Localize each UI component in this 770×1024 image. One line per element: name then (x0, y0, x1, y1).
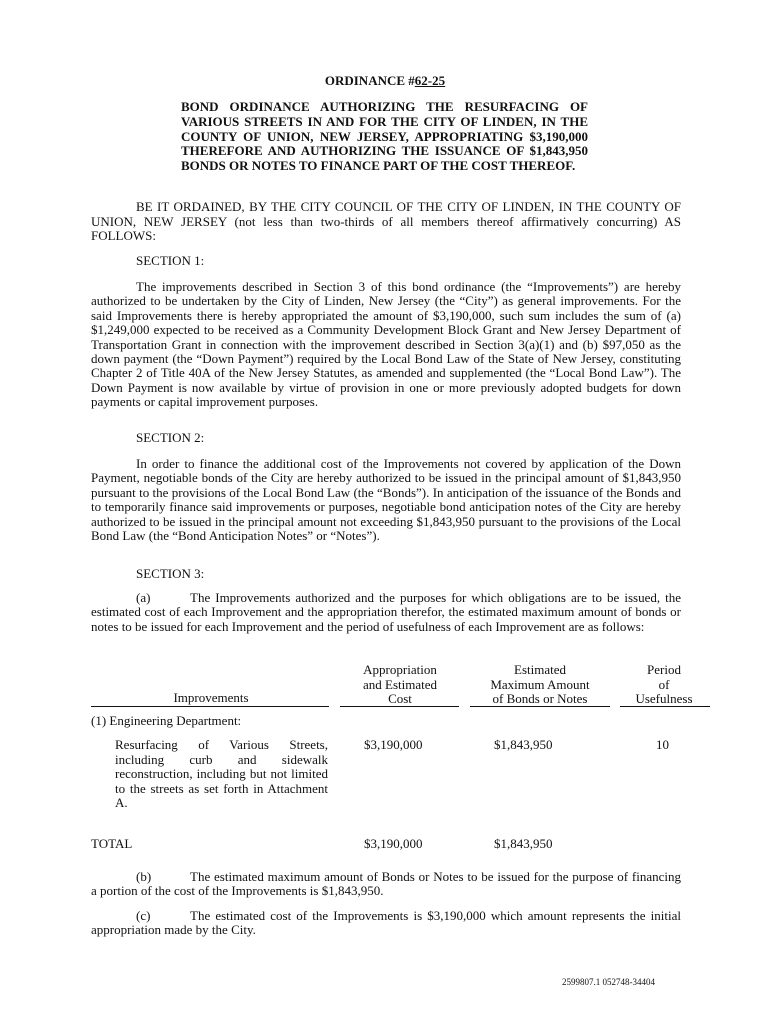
total-maximum: $1,843,950 (494, 836, 553, 851)
header-appropriation (340, 663, 460, 707)
header-improvements: Improvements (173, 690, 249, 705)
header-rule-improvements (91, 706, 329, 707)
preamble-text: BE IT ORDAINED, BY THE CITY COUNCIL OF THE CITY OF LINDEN, IN THE COUNTY OF UNION, NEW JERSEY (not less than two-thirds of all members thereof affirmatively concurring) AS FOLLOWS: (91, 199, 681, 244)
section1-text: The improvements described in Section 3 of this bond ordinance (the “Improvements”) are hereby authorized to be undertaken by the City of Linden, New Jersey (the “City”) as general improvements. For the said Improvements there is hereby appropriated the amount of $3,190,000, such sum includes the sum of (a) $1,249,000 expected to be received as a Community Development Block Grant and New Jersey Department of Transportation Grant in connection with the improvement described in Section 3(a)(1) and (b) $97,050 as the down payment (the “Down Payment”) required by the Local Bond Law of the State of New Jersey, constituting Chapter 2 of Title 40A of the New Jersey Statutes, as amended and supplemented (the “Local Bond Law”). The Down Payment is now available by virtue of provision in one or more previously adopted budgets for down payments or capital improvement purposes. (91, 279, 681, 410)
ordinance-heading: BOND ORDINANCE AUTHORIZING THE RESURFACING OF VARIOUS STREETS IN AND FOR THE CITY OF LINDEN, IN THE COUNTY OF UNION, NEW JERSEY, APPROPRIATING $3,190,000 THEREFORE AND AUTHORIZING THE ISSUANCE OF $1,843,950 BONDS OR NOTES TO FINANCE PART OF THE COST THEREOF. (181, 99, 588, 174)
header-rule-period (620, 706, 710, 707)
header-appropriation-line1: Appropriation (363, 662, 437, 677)
header-maximum-line3: of Bonds or Notes (492, 691, 588, 707)
section3a-marker: (a) (136, 590, 151, 605)
header-maximum-line2: Maximum Amount (490, 676, 590, 692)
total-label: TOTAL (91, 836, 133, 851)
section2-body (91, 457, 681, 543)
header-period-line2: of (658, 676, 670, 692)
improvement-maximum: $1,843,950 (494, 737, 553, 752)
improvement-appropriation: $3,190,000 (364, 737, 423, 752)
section3-label: SECTION 3: (136, 566, 205, 581)
improvement-period: 10 (656, 737, 669, 752)
document-footer-id: 2599807.1 052748-34404 (562, 977, 655, 987)
header-period (617, 663, 711, 707)
section1-body (91, 280, 681, 410)
section1-label: SECTION 1: (136, 253, 205, 268)
section2-text: In order to finance the additional cost of the Improvements not covered by application of the Down Payment, negotiable bonds of the City are hereby authorized to be issued in the principal amount of $1,843,950 pursuant to the provisions of the Local Bond Law (the “Bonds”). In anticipation of the issuance of the Bonds and to temporarily finance said improvements or purposes, negotiable bond anticipation notes of the City are hereby authorized to be issued in the principal amount not exceeding $1,843,950 pursuant to the provisions of the Local Bond Law (the “Bond Anticipation Notes” or “Notes”). (91, 456, 681, 544)
header-appropriation-line3: Cost (388, 691, 412, 707)
section3b-marker: (b) (136, 869, 152, 884)
title-prefix: ORDINANCE # (324, 73, 415, 88)
section3c-marker: (c) (136, 908, 151, 923)
header-period-line3: Usefulness (635, 691, 693, 707)
section2-label: SECTION 2: (136, 430, 205, 445)
section3c-body (91, 909, 681, 938)
improvement-description: Resurfacing of Various Streets, including curb and sidewalk reconstruction, including but not limited to the streets as set forth in Attachment A. (115, 737, 328, 810)
preamble (91, 200, 681, 244)
header-maximum-line1: Estimated (514, 662, 566, 677)
header-appropriation-line2: and Estimated (362, 676, 437, 692)
total-appropriation: $3,190,000 (364, 836, 423, 851)
section3c-text: The estimated cost of the Improvements is $3,190,000 which amount represents the initial appropriation made by the City. (91, 908, 681, 938)
department-label: (1) Engineering Department: (91, 713, 242, 728)
section3b-text: The estimated maximum amount of Bonds or Notes to be issued for the purpose of financing a portion of the cost of the Improvements is $1,843,950. (91, 869, 681, 899)
header-maximum (465, 663, 615, 707)
ordinance-number: 62-25 (414, 73, 446, 88)
header-rule-maximum (470, 706, 610, 707)
ordinance-title (0, 73, 770, 89)
header-period-line1: Period (647, 662, 681, 677)
section3a-body (91, 591, 681, 634)
header-rule-appropriation (340, 706, 459, 707)
section3b-body (91, 870, 681, 899)
section3a-text: The Improvements authorized and the purposes for which obligations are to be issued, the estimated cost of each Improvement and the appropriation therefor, the estimated maximum amount of bonds or notes to be issued for each Improvement and the period of usefulness of each Improvement are as follows: (91, 590, 681, 634)
